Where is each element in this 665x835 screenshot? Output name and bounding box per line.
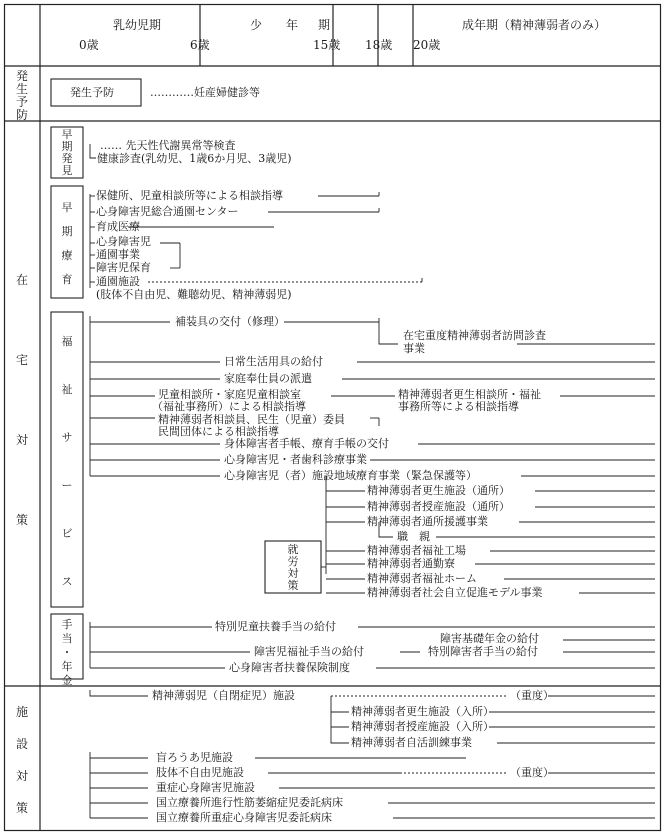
welfare-item-17: 精神薄弱者社会自立促進モデル事業 bbox=[367, 586, 543, 599]
early-care-item-4a: 心身障害児 bbox=[96, 235, 151, 248]
age-18: 18歳 bbox=[365, 38, 393, 52]
prevention-item: …………妊産婦健診等 bbox=[150, 86, 260, 99]
stage-infant-label: 乳幼児期 bbox=[113, 18, 162, 32]
allowance-item-2: 障害基礎年金の給付 bbox=[440, 632, 539, 645]
welfare-item-8: 心身障害児・者歯科診療事業 bbox=[224, 453, 367, 466]
welfare-item-2a: 在宅重度精神薄弱者訪問診査 bbox=[403, 329, 546, 342]
group-allowance-text: 手 当 ・ 年 金 bbox=[61, 618, 73, 687]
early-detection-item-2: 健康診査(乳幼児、1歳6か月児、3歳児) bbox=[97, 152, 292, 165]
section-facility-text: 施 設 対 策 bbox=[15, 705, 28, 815]
prevention-box-label: 発生予防 bbox=[70, 86, 114, 99]
stage-adult-label: 成年期（精神薄弱者のみ） bbox=[462, 18, 607, 32]
welfare-item-6b: 民間団体による相談指導 bbox=[158, 425, 279, 438]
early-care-item-5: 障害児保育 bbox=[96, 261, 151, 274]
early-care-item-6a: 通園施設 bbox=[96, 275, 140, 288]
stage-youth-label-3: 期 bbox=[318, 18, 331, 32]
welfare-item-9: 心身障害児（者）施設地域療育事業（緊急保護等） bbox=[224, 469, 477, 482]
allowance-item-3: 障害児福祉手当の給付 bbox=[254, 645, 364, 658]
allowance-item-1: 特別児童扶養手当の給付 bbox=[215, 620, 336, 633]
welfare-item-14: 精神薄弱者福祉工場 bbox=[367, 544, 466, 557]
welfare-item-4: 家庭奉仕員の派遣 bbox=[224, 372, 312, 385]
welfare-item-11: 精神薄弱者授産施設（通所） bbox=[367, 500, 510, 513]
group-allowance bbox=[55, 618, 79, 688]
early-care-item-1: 保健所、児童相談所等による相談指導 bbox=[96, 189, 283, 202]
early-care-item-3: 育成医療 bbox=[96, 220, 140, 233]
facility-item-9: 国立療養所重症心身障害児委託病床 bbox=[156, 811, 332, 824]
welfare-item-5a: 児童相談所・家庭児童相談室 bbox=[158, 388, 301, 401]
age-6: 6歳 bbox=[190, 38, 210, 52]
allowance-item-5: 心身障害者扶養保険制度 bbox=[229, 661, 350, 674]
facility-item-6: 肢体不自由児施設 bbox=[156, 766, 244, 779]
facility-item-4: 精神薄弱者自活訓練事業 bbox=[351, 736, 472, 749]
group-employment bbox=[273, 544, 313, 592]
early-care-item-4b: 通園事業 bbox=[96, 248, 140, 261]
section-facility bbox=[15, 696, 29, 824]
facility-item-5: 盲ろうあ児施設 bbox=[156, 751, 233, 764]
group-early-care bbox=[60, 196, 74, 292]
age-20: 20歳 bbox=[413, 38, 441, 52]
facility-item-6-severe: （重度） bbox=[510, 766, 554, 779]
facility-item-1: 精神薄弱児（自閉症児）施設 bbox=[152, 689, 295, 702]
stage-youth-label-1: 少 bbox=[250, 18, 263, 32]
facility-item-3: 精神薄弱者授産施設（入所） bbox=[351, 720, 494, 733]
facility-item-8: 国立療養所進行性筋萎縮症児委託病床 bbox=[156, 796, 343, 809]
section-home bbox=[15, 240, 29, 560]
group-early-detection-text: 早 期 発 見 bbox=[61, 128, 73, 177]
welfare-item-10: 精神薄弱者更生施設（通所） bbox=[367, 484, 510, 497]
section-home-text: 在 宅 対 策 bbox=[15, 273, 28, 527]
welfare-item-16: 精神薄弱者福祉ホーム bbox=[367, 572, 477, 585]
welfare-item-7: 身体障害者手帳、療育手帳の交付 bbox=[224, 437, 389, 450]
welfare-item-5b: （福祉事務所）による相談指導 bbox=[152, 400, 306, 413]
age-0: 0歳 bbox=[79, 38, 99, 52]
group-employment-text: 就 労 対 策 bbox=[287, 543, 299, 592]
early-care-item-2: 心身障害児総合通園センター bbox=[96, 205, 239, 218]
facility-item-1-severe: （重度） bbox=[510, 689, 554, 702]
welfare-item-13: 職 親 bbox=[397, 530, 430, 543]
welfare-item-1: 補装具の交付（修理） bbox=[175, 315, 285, 328]
group-early-care-text: 早 期 療 育 bbox=[61, 201, 73, 286]
section-prevention bbox=[15, 70, 29, 122]
early-detection-item-1: …… 先天性代謝異常等検査 bbox=[100, 139, 236, 152]
welfare-item-3: 日常生活用具の給付 bbox=[224, 355, 323, 368]
facility-item-7: 重症心身障害児施設 bbox=[156, 781, 255, 794]
welfare-item-12: 精神薄弱者通所援護事業 bbox=[367, 515, 488, 528]
early-care-item-6b: (肢体不自由児、難聴幼児、精神薄弱児) bbox=[96, 288, 292, 301]
welfare-item-5c: 精神薄弱者更生相談所・福祉 bbox=[398, 388, 541, 401]
welfare-item-5d: 事務所等による相談指導 bbox=[398, 400, 519, 413]
allowance-item-4: 特別障害者手当の給付 bbox=[428, 645, 538, 658]
stage-youth-label-2: 年 bbox=[286, 18, 299, 32]
age-15: 15歳 bbox=[313, 38, 341, 52]
group-welfare bbox=[60, 318, 74, 606]
group-early-detection bbox=[60, 129, 74, 177]
welfare-item-2b: 事業 bbox=[403, 342, 425, 355]
section-prevention-text: 発 生 予 防 bbox=[15, 69, 28, 122]
welfare-item-6a: 精神薄弱者相談員、民生（児童）委員 bbox=[158, 413, 345, 426]
welfare-item-15: 精神薄弱者通勤寮 bbox=[367, 557, 455, 570]
facility-item-2: 精神薄弱者更生施設（入所） bbox=[351, 705, 494, 718]
group-welfare-text: 福 祉 サ ー ビ ス bbox=[61, 335, 73, 588]
